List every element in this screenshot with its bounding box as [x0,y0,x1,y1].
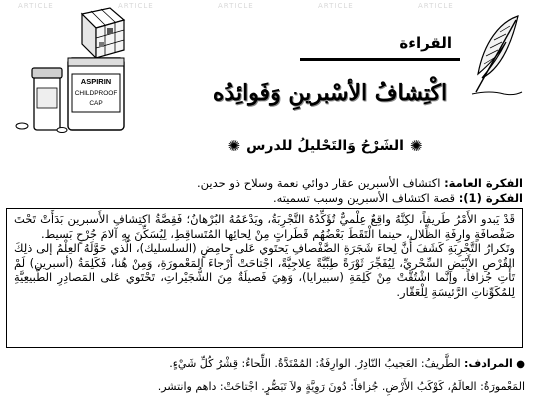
idea-one-label: الفكرة (1): [458,191,523,205]
passage-paragraph-1: قَدْ يَبدو الأَمْرُ طَريفاً، لكِنَّهُ واقِعٌ عِلْميٌّ تُؤَكِّدُهُ التَّجْرِبَةُ، ويَدْعَمُهُ البُرْهانُ؛ فَقِصَّةُ اكتِشافِ الأَسبرين بَدَأَتْ تَحْتَ صَفْصافَةٍ وارِفَةِ الظِّلال، حينما الْتَقَطَ بَعْضُهُم قَطَراتٍ مِنْ لِحائِها المُتَساقِطِ، لِيُسَكِّنَ بِهِ آلامَ جُرْحٍ بَسيط. [14,212,515,241]
bullet-icon: ● [516,359,525,370]
lesson-subtitle: الشَرْحُ وَالتَحْليلُ للدرس [246,138,404,154]
passage-box [6,208,523,348]
passage-paragraph-2: وتَكرارُ التَّجْرِبَةِ كَشَفَ أَنَّ لِحاءَ شَجَرَةِ الصَّفْصافِ يَحتَوي عَلى حامِضٍ (السلسليك)، الَّذي حَوَّلَهُ العِلْمُ إلى ذلِكَ القُرْصِ الأَبْيَضِ السِّحْريِّ، لِيُفَجِّرَ ثَوْرَةً طِبِّيَّةً عِلاجِيَّةً، اجْتاحَتْ أَرْجاءَ المَعْمورَةِ، وَمِنْ هُنا، فَكَلِمَةُ (أسبرين) لَمْ تَأْتِ جُزافاً، وإنَّما اشْتُقَّتْ مِنْ كَلِمَةِ (سبيرايا)، وَهِيَ فَصيلَةٌ مِنَ الشُّجَيْراتِ، تَحْتَوي عَلى المَصادِرِ الطَّبيعِيَّةِ لِلمُكَوِّناتِ الرَّئيسَةِ لِلْعَقّار. [14,241,515,299]
gear-icon-left: ✺ [227,136,241,155]
watermark-3: ARTICLE [218,2,254,10]
bottle-label-2: CHILDPROOF [74,90,118,97]
lesson-title: اكْتِشافُ الأسْبرينِ وَفَوائِدُه [212,80,448,106]
watermark-2: ARTICLE [118,2,154,10]
general-idea-text: اكتشاف الأسبرين عقار دوائي نعمة وسلاح ذو حدين. [196,176,441,190]
bottle-label-1: ASPIRIN [80,77,112,86]
vocabulary-label: المرادف: [464,357,513,370]
idea-one-text: قصة اكتشاف الأسبرين وسبب تسميته. [272,191,456,205]
general-idea [197,176,523,190]
watermark-4: ARTICLE [318,2,354,10]
subtitle-row [160,134,490,158]
watermark-1: ARTICLE [18,2,54,10]
watermark-5: ARTICLE [418,2,454,10]
vocabulary-line-1 [169,357,525,370]
bottle-label-3: CAP [89,100,103,107]
section-title: القراءة [399,34,452,52]
gear-icon-right: ✺ [409,136,423,155]
aspirin-bottle-illustration [12,6,132,134]
bottle-cap-icon [82,8,124,58]
idea-one [273,191,523,205]
vocabulary-line-2 [158,380,525,393]
vocabulary-text-2: المَعْمورَةُ: العالَمُ، كَوْكَبُ الأَرْضِ. جُزافاً: دُونَ رَوِيَّةٍ ولاَ تَبَصُّرٍ. اجْتاحَتْ: داهم وانتشر. [157,380,525,393]
general-idea-label: الفكرة العامة: [444,176,523,190]
vocabulary-text-1: الطَّريفُ: العَجيبُ النّادِرُ. الوارِفَةُ: المُمْتَدَّةُ. اللِّحاءُ: قِشْرُ كُلِّ شَيْءٍ. [169,357,461,370]
section-header [300,34,460,61]
